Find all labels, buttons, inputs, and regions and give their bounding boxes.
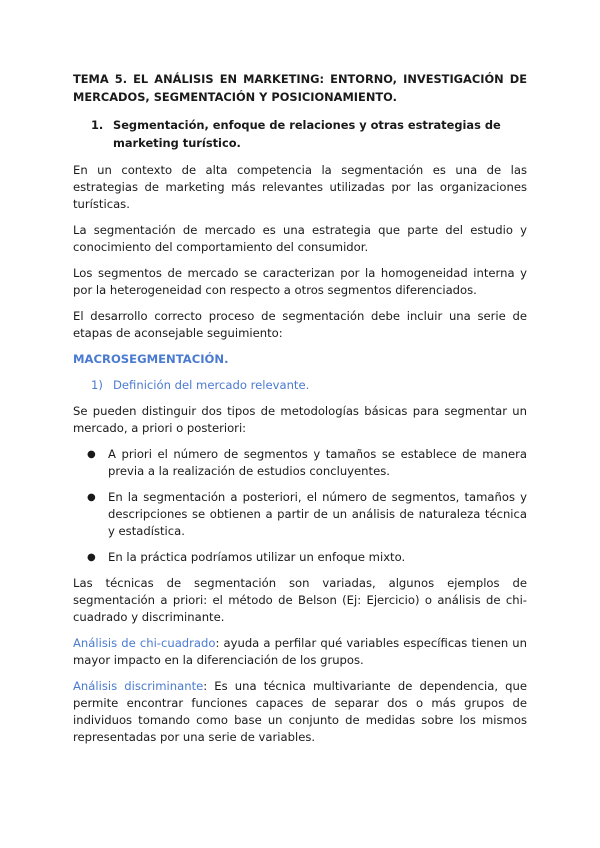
list-item (87, 489, 527, 540)
document-title: TEMA 5. EL ANÁLISIS EN MARKETING: ENTORNO, INVESTIGACIÓN DE MERCADOS, SEGMENTACIÓN Y POSICIONAMIENTO. (73, 72, 527, 104)
paragraph-process: El desarrollo correcto proceso de segmentación debe incluir una serie de etapas de aconsejable seguimiento: (73, 309, 527, 340)
macro-heading: MACROSEGMENTACIÓN. (73, 352, 229, 366)
subheading-number: 1) (91, 378, 103, 392)
chi-square-term: Análisis de chi-cuadrado (73, 636, 216, 650)
section-title: Segmentación, enfoque de relaciones y otras estrategias de marketing turístico. (113, 118, 501, 150)
section-number: 1. (91, 118, 104, 132)
paragraph-techniques: Las técnicas de segmentación son variadas, algunos ejemplos de segmentación a priori: el método de Belson (Ej: Ejercicio) o análisis de chi-cuadrado y discriminante. (73, 576, 527, 624)
paragraph-definition: La segmentación de mercado es una estrategia que parte del estudio y conocimiento del comportamiento del consumidor. (73, 223, 527, 254)
paragraph-segments: Los segmentos de mercado se caracterizan por la homogeneidad interna y por la heterogeneidad con respecto a otros segmentos diferenciados. (73, 266, 527, 297)
list-item (87, 446, 527, 480)
paragraph-competition: En un contexto de alta competencia la segmentación es una de las estrategias de marketing más relevantes utilizadas por las organizaciones turísticas. (73, 163, 527, 211)
paragraph-chi-square (73, 635, 527, 669)
bullet-icon: ● (87, 552, 96, 563)
bullet-icon: ● (87, 492, 96, 503)
chi-square-text: : ayuda a perfilar qué variables específicas tienen un mayor impacto en la diferenciación de los grupos. (73, 636, 527, 667)
bullet-icon: ● (87, 449, 96, 460)
paragraph-methods: Se pueden distinguir dos tipos de metodologías básicas para segmentar un mercado, a priori o posteriori: (73, 404, 527, 435)
paragraph-discriminant (73, 678, 527, 746)
subheading-text: Definición del mercado relevante. (113, 378, 310, 392)
subheading-1 (91, 377, 527, 394)
methods-list (73, 446, 527, 566)
list-item-text: En la segmentación a posteriori, el número de segmentos, tamaños y descripciones se obtienen a partir de un análisis de naturaleza técnica y estadística. (108, 490, 527, 538)
discriminant-term: Análisis discriminante (73, 679, 204, 693)
discriminant-text: : Es una técnica multivariante de dependencia, que permite encontrar funciones capaces de separar dos o más grupos de individuos tomando como base un conjunto de medidas sobre los mismos representadas por una serie de variables. (73, 679, 527, 744)
section-heading-1 (91, 116, 527, 152)
list-item (87, 549, 527, 566)
list-item-text: En la práctica podríamos utilizar un enfoque mixto. (108, 550, 406, 564)
document-body (73, 70, 527, 755)
list-item-text: A priori el número de segmentos y tamaños se establece de manera previa a la realización de estudios concluyentes. (108, 447, 527, 478)
